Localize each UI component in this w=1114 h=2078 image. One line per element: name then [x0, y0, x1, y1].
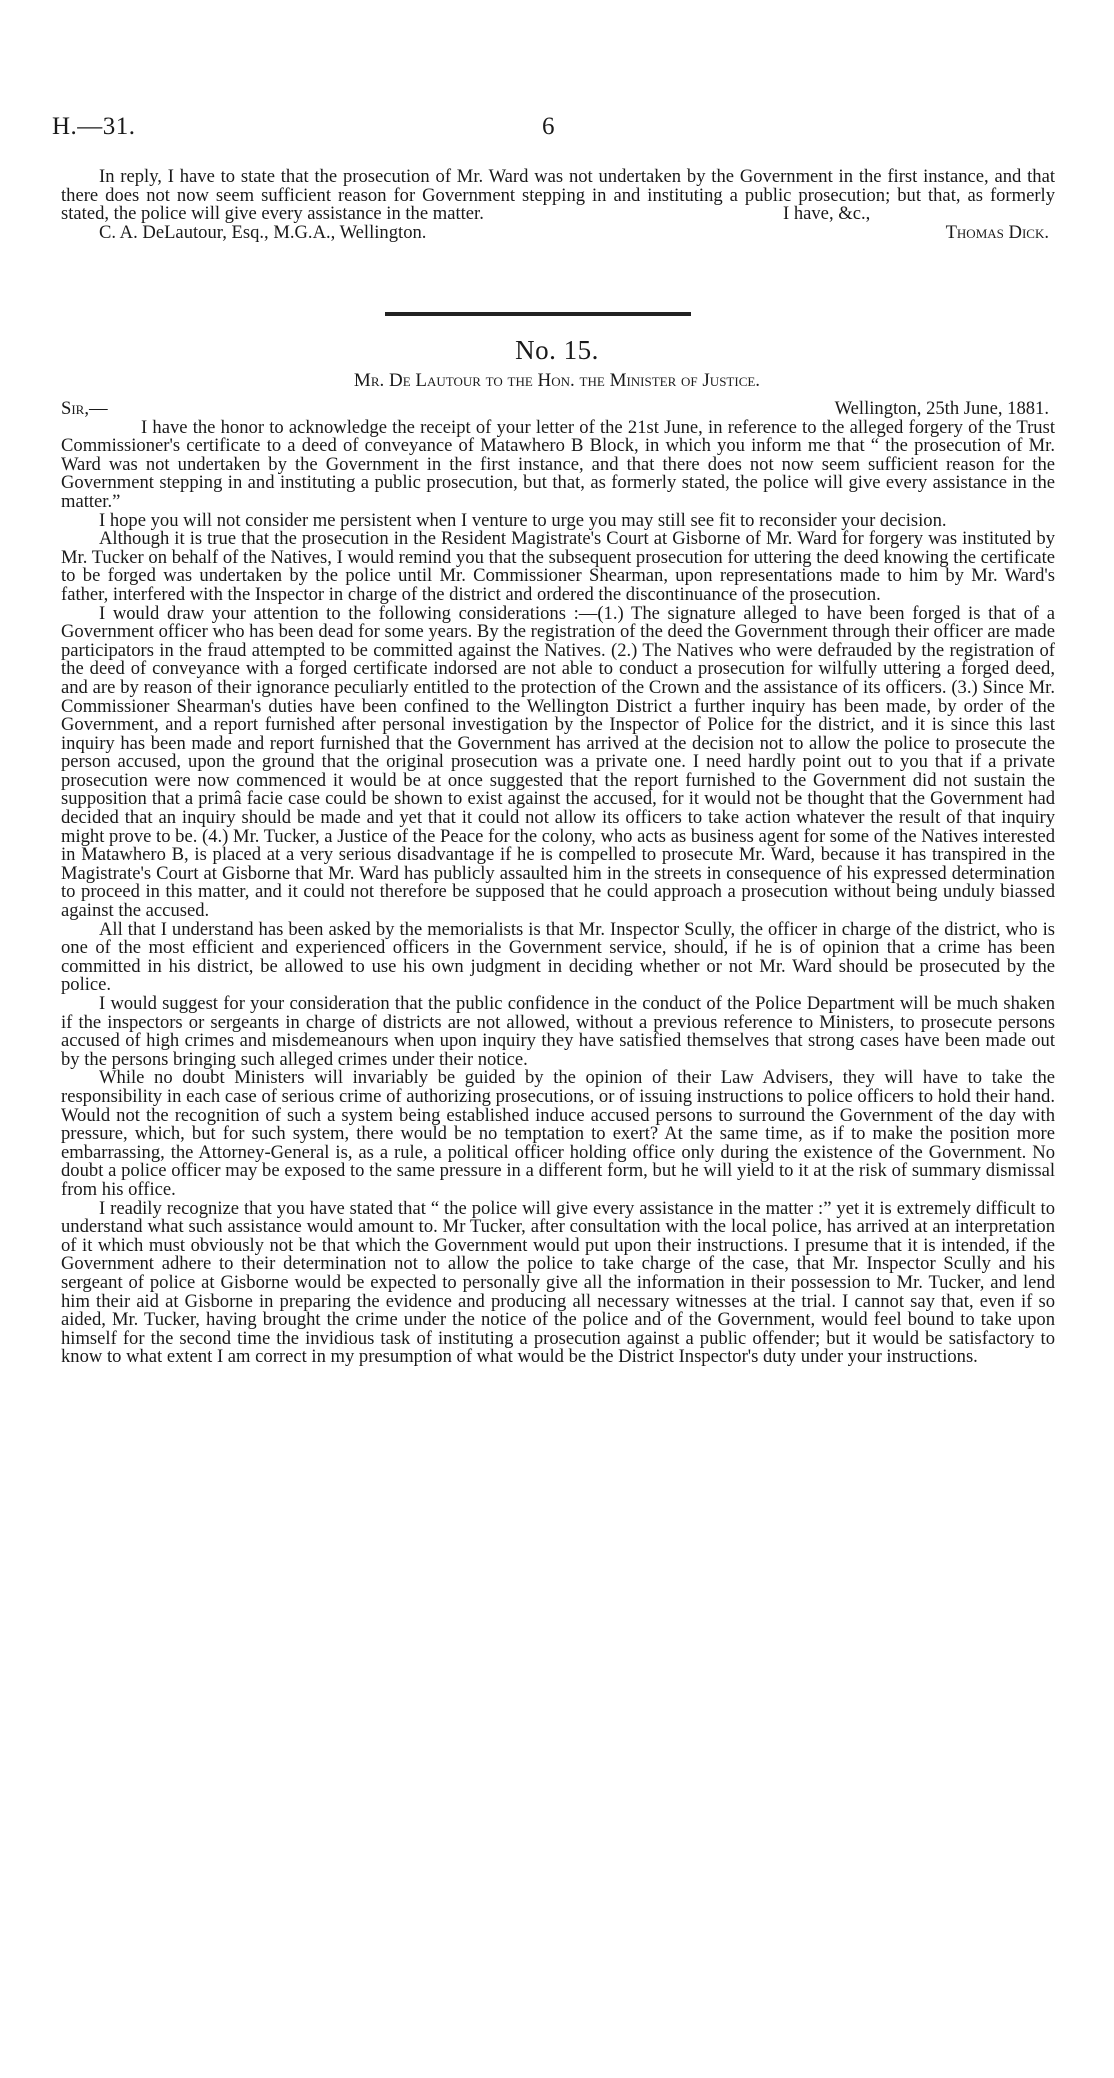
letter-paragraph: All that I understand has been asked by the memorialists is that Mr. Inspector Scully, the officer in charge of the district, who is one of the most efficient and experienced officers in the Government service, should, if he is of opinion that a crime has been committed in his district, be allowed to use his own judgment in deciding whether or not Mr. Ward should be prosecuted by the police.	[61, 918, 1055, 996]
page-header	[52, 113, 1012, 147]
letter-salutation-row	[61, 400, 1055, 419]
previous-letter	[61, 168, 1055, 242]
letter-body	[61, 400, 1055, 1367]
letter-paragraph: I have the honor to acknowledge the receipt of your letter of the 21st June, in reference to the alleged forgery of the Trust Commissioner's certificate to a deed of conveyance of Matawhero B Block, in which you inform me that “ the prosecution of Mr. Ward was not undertaken by the Government in the first instance, and that there does not now seem sufficient reason for the Government stepping in and instituting a public prosecution, but that, as formerly stated, the police will give every assistance in the matter.”	[61, 416, 1055, 512]
previous-letter-addressee: C. A. DeLautour, Esq., M.G.A., Wellington.	[99, 221, 427, 243]
letter-paragraph: I would draw your attention to the following considerations :—(1.) The signature alleged to have been forged is that of a Government officer who has been dead for some years. By the registration of the deed the Government through their officer are made participators in the fraud attempted to be committed against the Natives. (2.) The Natives who were defrauded by the registration of the deed of conveyance with a forged certificate indorsed are not able to conduct a prosecution for wilfully uttering a forged deed, and are by reason of their ignorance peculiarly entitled to the protection of the Crown and the assistance of its officers. (3.) Since Mr. Commissioner Shearman's duties have been confined to the Wellington District a further inquiry has been made, by order of the Government, and a report furnished after personal investigation by the Inspector of Police for the district, and it is since this last inquiry has been made and report furnished that the Government has arrived at the decision not to allow the police to prosecute the person accused, upon the ground that the original prosecution was a private one. I need hardly point out to you that if a private prosecution were now commenced it would be at once suggested that the report furnished to the Government did not sustain the supposition that a primâ facie case could be shown to exist against the accused, for it would not be thought that the Government had decided that an inquiry should be made and yet that it could not allow its officers to take action whatever the result of that inquiry might prove to be. (4.) Mr. Tucker, a Justice of the Peace for the colony, who acts as business agent for some of the Natives interested in Matawhero B, is placed at a very serious disadvantage if he is compelled to prosecute Mr. Ward, because it has transpired in the Magistrate's Court at Gisborne that Mr. Ward has publicly assaulted him in the streets in consequence of his expressed determination to proceed in this matter, and it could not therefore be supposed that he could approach a prosecution without being unduly biassed against the accused.	[61, 602, 1055, 922]
letter-paragraph: I would suggest for your consideration that the public confidence in the conduct of the Police Department will be much shaken if the inspectors or sergeants in charge of districts are not allowed, without a previous reference to Ministers, to prosecute persons accused of high crimes and misdemeanours when upon inquiry they have satisfied themselves that strong cases have been made out by the persons bringing such alleged crimes under their notice.	[61, 993, 1055, 1070]
letter-place-date: Wellington, 25th June, 1881.	[834, 398, 1049, 419]
page-number: 6	[542, 113, 555, 140]
letter-paragraph: I hope you will not consider me persistent when I venture to urge you may still see fit to reconsider your decision.	[99, 509, 947, 531]
letter-paragraph: I readily recognize that you have stated that “ the police will give every assistance in the matter :” yet it is extremely difficult to understand what such assistance would amount to. Mr Tucker, after consultation with the local police, has arrived at an interpretation of it which must obviously not be that which the Government would put upon their instructions. I presume that it is intended, if the Government adhere to their determination not to allow the police to take charge of the case, that Mr. Inspector Scully and his sergeant of police at Gisborne would be expected to personally give all the information in their possession to Mr. Tucker, and lend him their aid at Gisborne in preparing the evidence and producing all necessary witnesses at the trial. I cannot say that, even if so aided, Mr. Tucker, having brought the crime under the notice of the police and of the Government, would feel bound to take upon himself for the second time the invidious task of instituting a prosecution against a public offender; but it would be satisfactory to know to what extent I am correct in my presumption of what would be the District Inspector's duty under your instructions.	[61, 1197, 1055, 1368]
letter-paragraph: While no doubt Ministers will invariably be guided by the opinion of their Law Advisers, they will have to take the responsibility in each case of serious crime of authorizing prosecutions, or of issuing instructions to police officers to hold their hand. Would not the recognition of such a system being established induce accused persons to surround the Government of the day with pressure, which, but for such system, there would be no temptation to exert? At the same time, as if to make the position more embarrassing, the Attorney-General is, as a rule, a political officer holding office only during the existence of the Government. No doubt a police officer may be exposed to the same pressure in a different form, but he will yield to it at the risk of summary dismissal from his office.	[61, 1067, 1055, 1200]
previous-letter-address-row	[61, 221, 1055, 243]
parliamentary-paper-reference: H.—31.	[52, 113, 136, 140]
letter-number: No. 15.	[515, 335, 599, 365]
previous-letter-signature: Thomas Dick.	[945, 221, 1049, 243]
letter-paragraph: Although it is true that the prosecution in the Resident Magistrate's Court at Gisborne of Mr. Ward for forgery was instituted by Mr. Tucker on behalf of the Natives, I would remind you that the subsequent prosecution for uttering the deed knowing the certificate to be forged was undertaken by the police until Mr. Commissioner Shearman, upon representations made to him by Mr. Ward's father, interfered with the Inspector in charge of the district and ordered the discontinuance of the prosecution.	[61, 528, 1055, 605]
previous-letter-closing: I have, &c.,	[783, 203, 871, 225]
section-divider-rule	[385, 312, 691, 316]
letter-heading: Mr. De Lautour to the Hon. the Minister of Justice.	[353, 370, 761, 391]
previous-letter-body: In reply, I have to state that the prosecution of Mr. Ward was not undertaken by the Government in the first instance, and that there does not now seem sufficient reason for Government stepping in and instituting a public prosecution; but that, as formerly stated, the police will give every assistance in the matter.	[61, 166, 1055, 225]
letter-salutation: Sir,—	[61, 398, 108, 419]
